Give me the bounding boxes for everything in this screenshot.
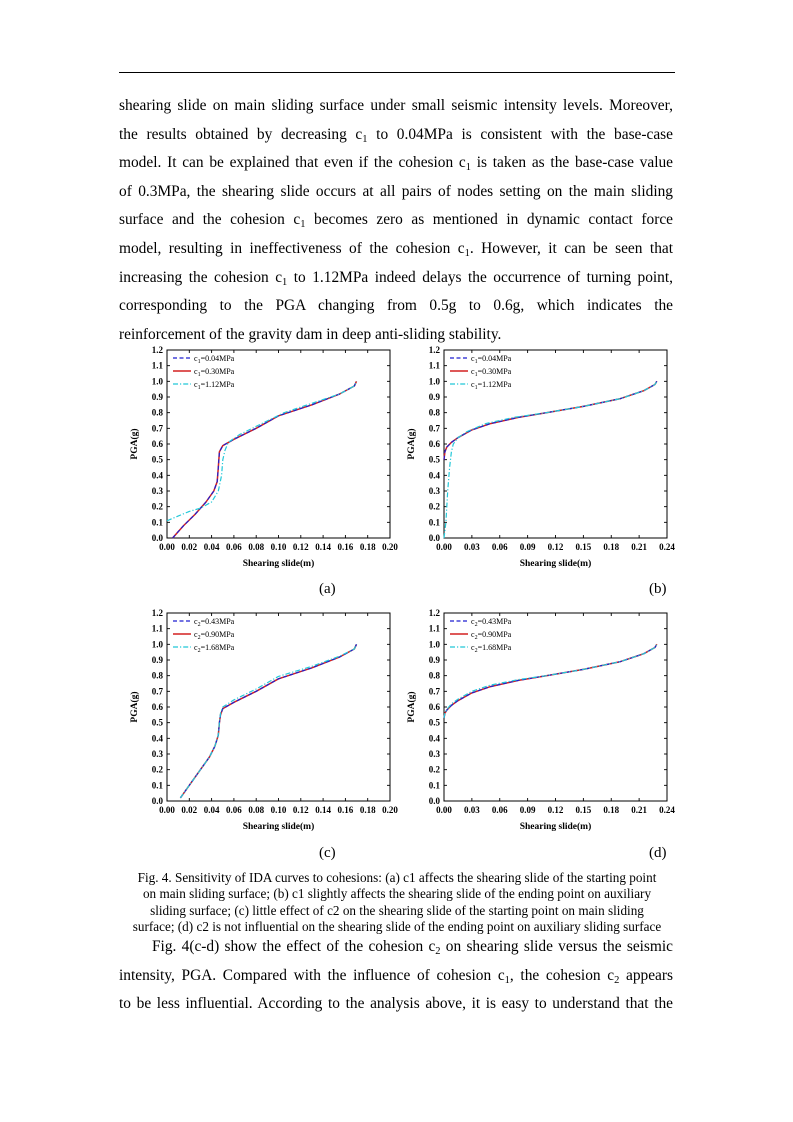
figure-caption <box>108 870 686 935</box>
y-tick-label: 0.2 <box>428 501 440 512</box>
y-tick-label: 0.3 <box>428 486 440 496</box>
y-tick-label: 0.3 <box>428 749 440 759</box>
chart-c <box>115 605 405 837</box>
legend-label: $c_1=1.12MPa$ <box>471 380 512 391</box>
text-line: of 0.3MPa, the shearing slide occurs at all pairs of nodes setting on the main sliding <box>119 182 673 200</box>
caption-line: sliding surface; (c) little effect of c2 on the shearing slide of the starting point on main sliding <box>150 902 644 918</box>
y-tick-label: 0.8 <box>428 407 440 418</box>
x-tick-label: 0.06 <box>226 805 242 815</box>
x-tick-label: 0.15 <box>575 542 592 552</box>
x-tick-label: 0.04 <box>203 542 220 552</box>
x-tick-label: 0.08 <box>248 542 265 552</box>
legend-label: $c_2=0.43MPa$ <box>194 617 235 628</box>
x-tick-label: 0.12 <box>547 805 564 815</box>
x-tick-label: 0.03 <box>464 805 480 815</box>
series-line <box>173 381 357 538</box>
series-line <box>180 644 356 798</box>
series-line <box>444 381 657 459</box>
series-line <box>444 644 657 718</box>
paragraph-top <box>119 92 673 349</box>
x-tick-label: 0.02 <box>181 805 198 815</box>
x-axis-label: Shearing slide(m) <box>242 559 315 569</box>
x-axis-label: Shearing slide(m) <box>242 822 315 832</box>
y-tick-label: 0.0 <box>428 533 440 543</box>
x-tick-label: 0.00 <box>159 542 175 552</box>
y-tick-label: 0.0 <box>151 533 163 543</box>
y-tick-label: 0.6 <box>151 702 163 712</box>
y-tick-label: 0.2 <box>428 764 440 775</box>
y-tick-label: 0.0 <box>428 796 440 806</box>
y-tick-label: 0.3 <box>151 486 163 496</box>
y-axis-label: PGA(g) <box>130 691 140 723</box>
text-line: increasing the cohesion $c_1$ to 1.12MPa indeed delays the occurrence of turning point, <box>119 268 673 288</box>
x-tick-label: 0.21 <box>631 805 647 815</box>
x-tick-label: 0.08 <box>248 805 265 815</box>
y-tick-label: 0.8 <box>151 670 163 681</box>
series-line <box>180 644 356 798</box>
y-tick-label: 0.6 <box>428 702 440 712</box>
x-tick-label: 0.00 <box>436 542 452 552</box>
plot-frame <box>167 350 390 538</box>
series-line <box>167 381 357 521</box>
x-tick-label: 0.24 <box>659 805 675 815</box>
series-line <box>444 644 657 718</box>
y-tick-label: 0.6 <box>428 439 440 449</box>
x-tick-label: 0.21 <box>631 542 647 552</box>
caption-line: on main sliding surface; (b) c1 slightly affects the shearing slide of the ending point on auxiliary <box>142 886 652 902</box>
text-line: corresponding to the PGA changing from 0.5g to 0.6g, which indicates the <box>119 297 673 315</box>
y-tick-label: 0.8 <box>151 407 163 418</box>
text-line: the results obtained by decreasing $c_1$ to 0.04MPa is consistent with the base-case <box>119 125 673 145</box>
y-tick-label: 0.4 <box>151 470 163 481</box>
caption-line: surface; (d) c2 is not influential on the shearing slide of the ending point on auxiliary sliding surface <box>132 918 662 934</box>
x-axis-label: Shearing slide(m) <box>519 822 592 832</box>
y-tick-label: 0.1 <box>428 517 440 528</box>
x-tick-label: 0.16 <box>337 542 354 552</box>
x-tick-label: 0.06 <box>491 805 508 815</box>
y-tick-label: 1.1 <box>428 360 440 371</box>
x-tick-label: 0.02 <box>181 542 198 552</box>
y-tick-label: 0.9 <box>428 392 440 402</box>
x-tick-label: 0.04 <box>203 805 220 815</box>
legend-label: $c_2=0.43MPa$ <box>471 617 512 628</box>
y-tick-label: 0.9 <box>151 655 163 665</box>
x-tick-label: 0.06 <box>226 542 242 552</box>
text-line: shearing slide on main sliding surface under small seismic intensity levels. Moreover, <box>119 97 673 114</box>
y-tick-label: 0.8 <box>428 670 440 681</box>
y-tick-label: 0.1 <box>151 517 163 528</box>
x-tick-label: 0.15 <box>575 805 592 815</box>
y-tick-label: 0.5 <box>151 454 163 465</box>
header-rule <box>119 72 675 73</box>
x-tick-label: 0.06 <box>491 542 508 552</box>
y-tick-label: 0.3 <box>151 749 163 759</box>
y-tick-label: 1.2 <box>151 608 163 618</box>
chart-d <box>392 605 682 837</box>
panel-label-c: (c) <box>319 845 336 861</box>
text-line: reinforcement of the gravity dam in deep anti-sliding stability. <box>119 325 502 343</box>
legend-label: $c_2=0.90MPa$ <box>194 630 235 641</box>
y-tick-label: 1.0 <box>151 639 163 650</box>
x-tick-label: 0.14 <box>315 542 331 552</box>
series-line <box>173 381 357 538</box>
y-tick-label: 1.0 <box>151 376 163 387</box>
x-tick-label: 0.00 <box>436 805 452 815</box>
y-axis-label: PGA(g) <box>130 428 140 460</box>
y-tick-label: 1.0 <box>428 376 440 387</box>
x-tick-label: 0.16 <box>337 805 354 815</box>
caption-line: Fig. 4. Sensitivity of IDA curves to cohesions: (a) c1 affects the shearing slide of the starting point <box>137 870 657 885</box>
legend-label: $c_2=0.90MPa$ <box>471 630 512 641</box>
x-tick-label: 0.14 <box>315 805 331 815</box>
y-tick-label: 0.4 <box>428 470 440 481</box>
y-tick-label: 1.1 <box>151 360 163 371</box>
y-tick-label: 1.1 <box>151 623 163 634</box>
text-line: Fig. 4(c-d) show the effect of the cohesion $c_2$ on shearing slide versus the seismic <box>152 938 673 957</box>
y-tick-label: 1.2 <box>428 345 440 355</box>
y-axis-label: PGA(g) <box>407 691 417 723</box>
series-line <box>444 381 657 538</box>
y-tick-label: 1.2 <box>151 345 163 355</box>
x-tick-label: 0.18 <box>359 805 376 815</box>
y-tick-label: 0.1 <box>151 780 163 791</box>
text-line: model, resulting in ineffectiveness of the cohesion $c_1$. However, it can be seen that <box>119 239 674 259</box>
y-tick-label: 1.1 <box>428 623 440 634</box>
x-tick-label: 0.09 <box>519 805 536 815</box>
x-tick-label: 0.24 <box>659 542 675 552</box>
y-tick-label: 0.5 <box>428 454 440 465</box>
x-tick-label: 0.20 <box>382 542 398 552</box>
series-line <box>444 644 657 718</box>
y-axis-label: PGA(g) <box>407 428 417 460</box>
text-line: to be less influential. According to the analysis above, it is easy to understand that the <box>119 995 673 1013</box>
plot-frame <box>167 613 390 801</box>
y-tick-label: 0.9 <box>428 655 440 665</box>
y-tick-label: 0.7 <box>151 423 163 434</box>
y-tick-label: 0.4 <box>151 733 163 744</box>
legend-label: $c_1=0.04MPa$ <box>194 354 235 365</box>
paragraph-bottom <box>119 933 673 1019</box>
panel-label-a: (a) <box>319 581 336 597</box>
legend-label: $c_2=1.68MPa$ <box>194 643 235 654</box>
y-tick-label: 1.0 <box>428 639 440 650</box>
plot-frame <box>444 350 667 538</box>
legend-label: $c_1=0.04MPa$ <box>471 354 512 365</box>
panel-label-b: (b) <box>649 581 667 597</box>
x-tick-label: 0.10 <box>270 805 287 815</box>
y-tick-label: 0.0 <box>151 796 163 806</box>
x-tick-label: 0.10 <box>270 542 287 552</box>
x-tick-label: 0.09 <box>519 542 536 552</box>
y-tick-label: 1.2 <box>428 608 440 618</box>
series-line <box>180 644 356 798</box>
y-tick-label: 0.7 <box>428 423 440 434</box>
y-tick-label: 0.7 <box>151 686 163 697</box>
text-line: intensity, PGA. Compared with the influence of cohesion $c_1$, the cohesion $c_2$ appears <box>119 966 674 986</box>
y-tick-label: 0.1 <box>428 780 440 791</box>
x-tick-label: 0.18 <box>359 542 376 552</box>
text-line: model. It can be explained that even if the cohesion $c_1$ is taken as the base-case value <box>119 154 673 174</box>
y-tick-label: 0.9 <box>151 392 163 402</box>
chart-a <box>115 342 405 574</box>
y-tick-label: 0.5 <box>428 717 440 728</box>
x-tick-label: 0.00 <box>159 805 175 815</box>
y-tick-label: 0.5 <box>151 717 163 728</box>
legend-label: $c_1=0.30MPa$ <box>194 367 235 378</box>
x-tick-label: 0.03 <box>464 542 480 552</box>
series-line <box>444 381 657 459</box>
x-tick-label: 0.18 <box>603 542 620 552</box>
legend-label: $c_1=1.12MPa$ <box>194 380 235 391</box>
y-tick-label: 0.6 <box>151 439 163 449</box>
x-tick-label: 0.12 <box>292 805 309 815</box>
text-line: surface and the cohesion $c_1$ becomes zero as mentioned in dynamic contact force <box>119 211 673 231</box>
y-tick-label: 0.4 <box>428 733 440 744</box>
legend-label: $c_2=1.68MPa$ <box>471 643 512 654</box>
x-axis-label: Shearing slide(m) <box>519 559 592 569</box>
chart-b <box>392 342 682 574</box>
y-tick-label: 0.7 <box>428 686 440 697</box>
x-tick-label: 0.12 <box>547 542 564 552</box>
x-tick-label: 0.20 <box>382 805 398 815</box>
legend-label: $c_1=0.30MPa$ <box>471 367 512 378</box>
plot-frame <box>444 613 667 801</box>
panel-label-d: (d) <box>649 845 667 861</box>
y-tick-label: 0.2 <box>151 501 163 512</box>
y-tick-label: 0.2 <box>151 764 163 775</box>
x-tick-label: 0.18 <box>603 805 620 815</box>
x-tick-label: 0.12 <box>292 542 309 552</box>
